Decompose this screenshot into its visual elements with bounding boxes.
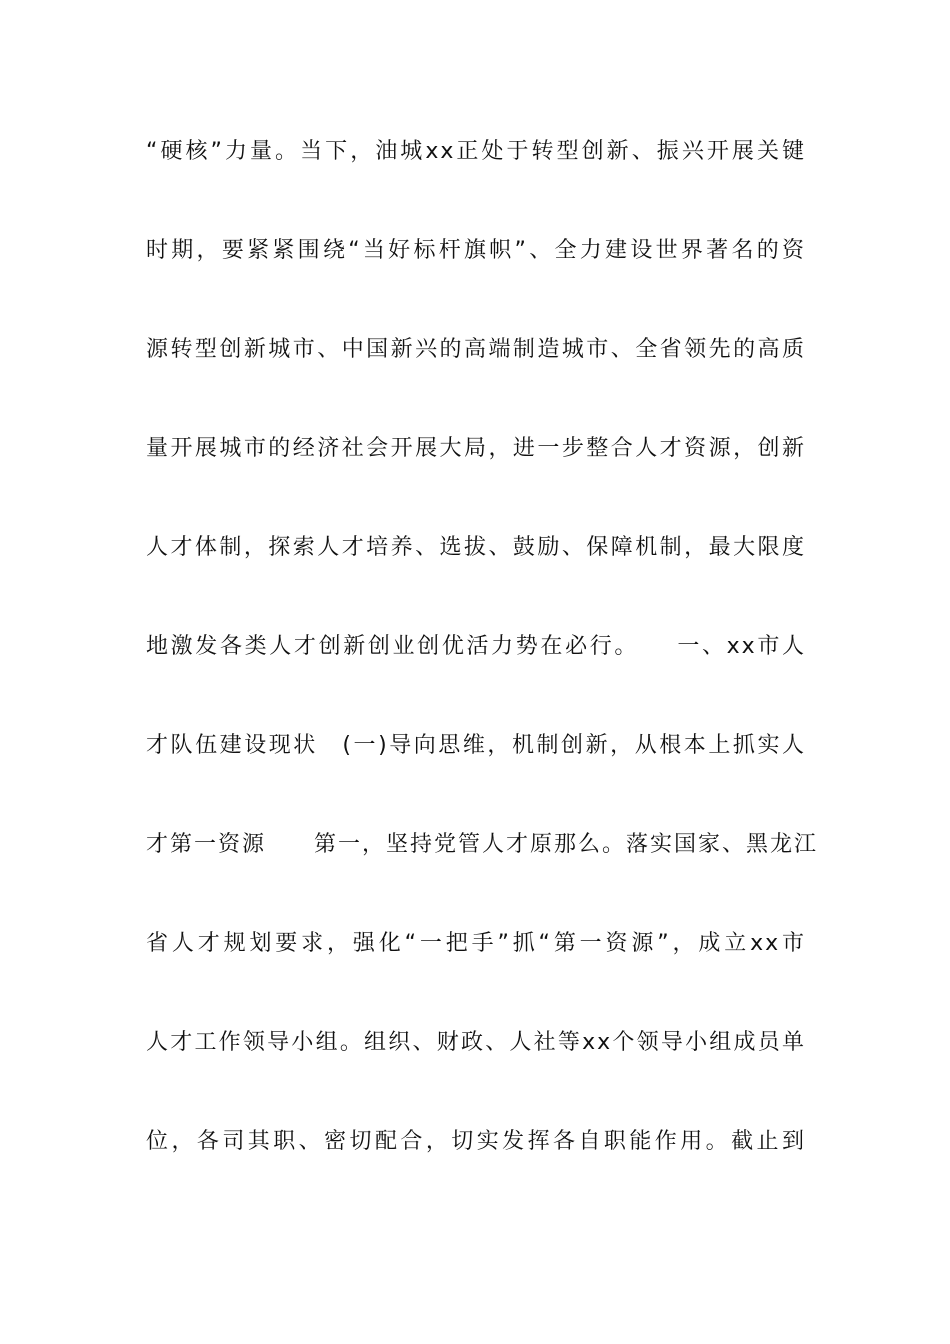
text-line: 才第一资源 第一，坚持党管人才原那么。落实国家、黑龙江 <box>146 832 819 857</box>
text-line: 人才工作领导小组。组织、财政、人社等xx个领导小组成员单 <box>146 1030 806 1055</box>
text-line: 时期，要紧紧围绕“当好标杆旗帜”、全力建设世界著名的资 <box>146 238 806 263</box>
text-line: 省人才规划要求，强化“一把手”抓“第一资源”，成立xx市 <box>146 931 806 956</box>
text-line: 才队伍建设现状 (一)导向思维，机制创新，从根本上抓实人 <box>146 733 806 758</box>
text-line: 量开展城市的经济社会开展大局，进一步整合人才资源，创新 <box>146 436 806 461</box>
text-line: 位，各司其职、密切配合，切实发挥各自职能作用。截止到 <box>146 1129 806 1154</box>
text-line: “硬核”力量。当下，油城xx正处于转型创新、振兴开展关键 <box>146 139 806 164</box>
text-line: 地激发各类人才创新创业创优活力势在必行。 一、xx市人 <box>146 634 806 659</box>
body-text <box>146 132 819 1221</box>
text-line: 源转型创新城市、中国新兴的高端制造城市、全省领先的高质 <box>146 337 806 362</box>
text-line: 人才体制，探索人才培养、选拔、鼓励、保障机制，最大限度 <box>146 535 806 560</box>
